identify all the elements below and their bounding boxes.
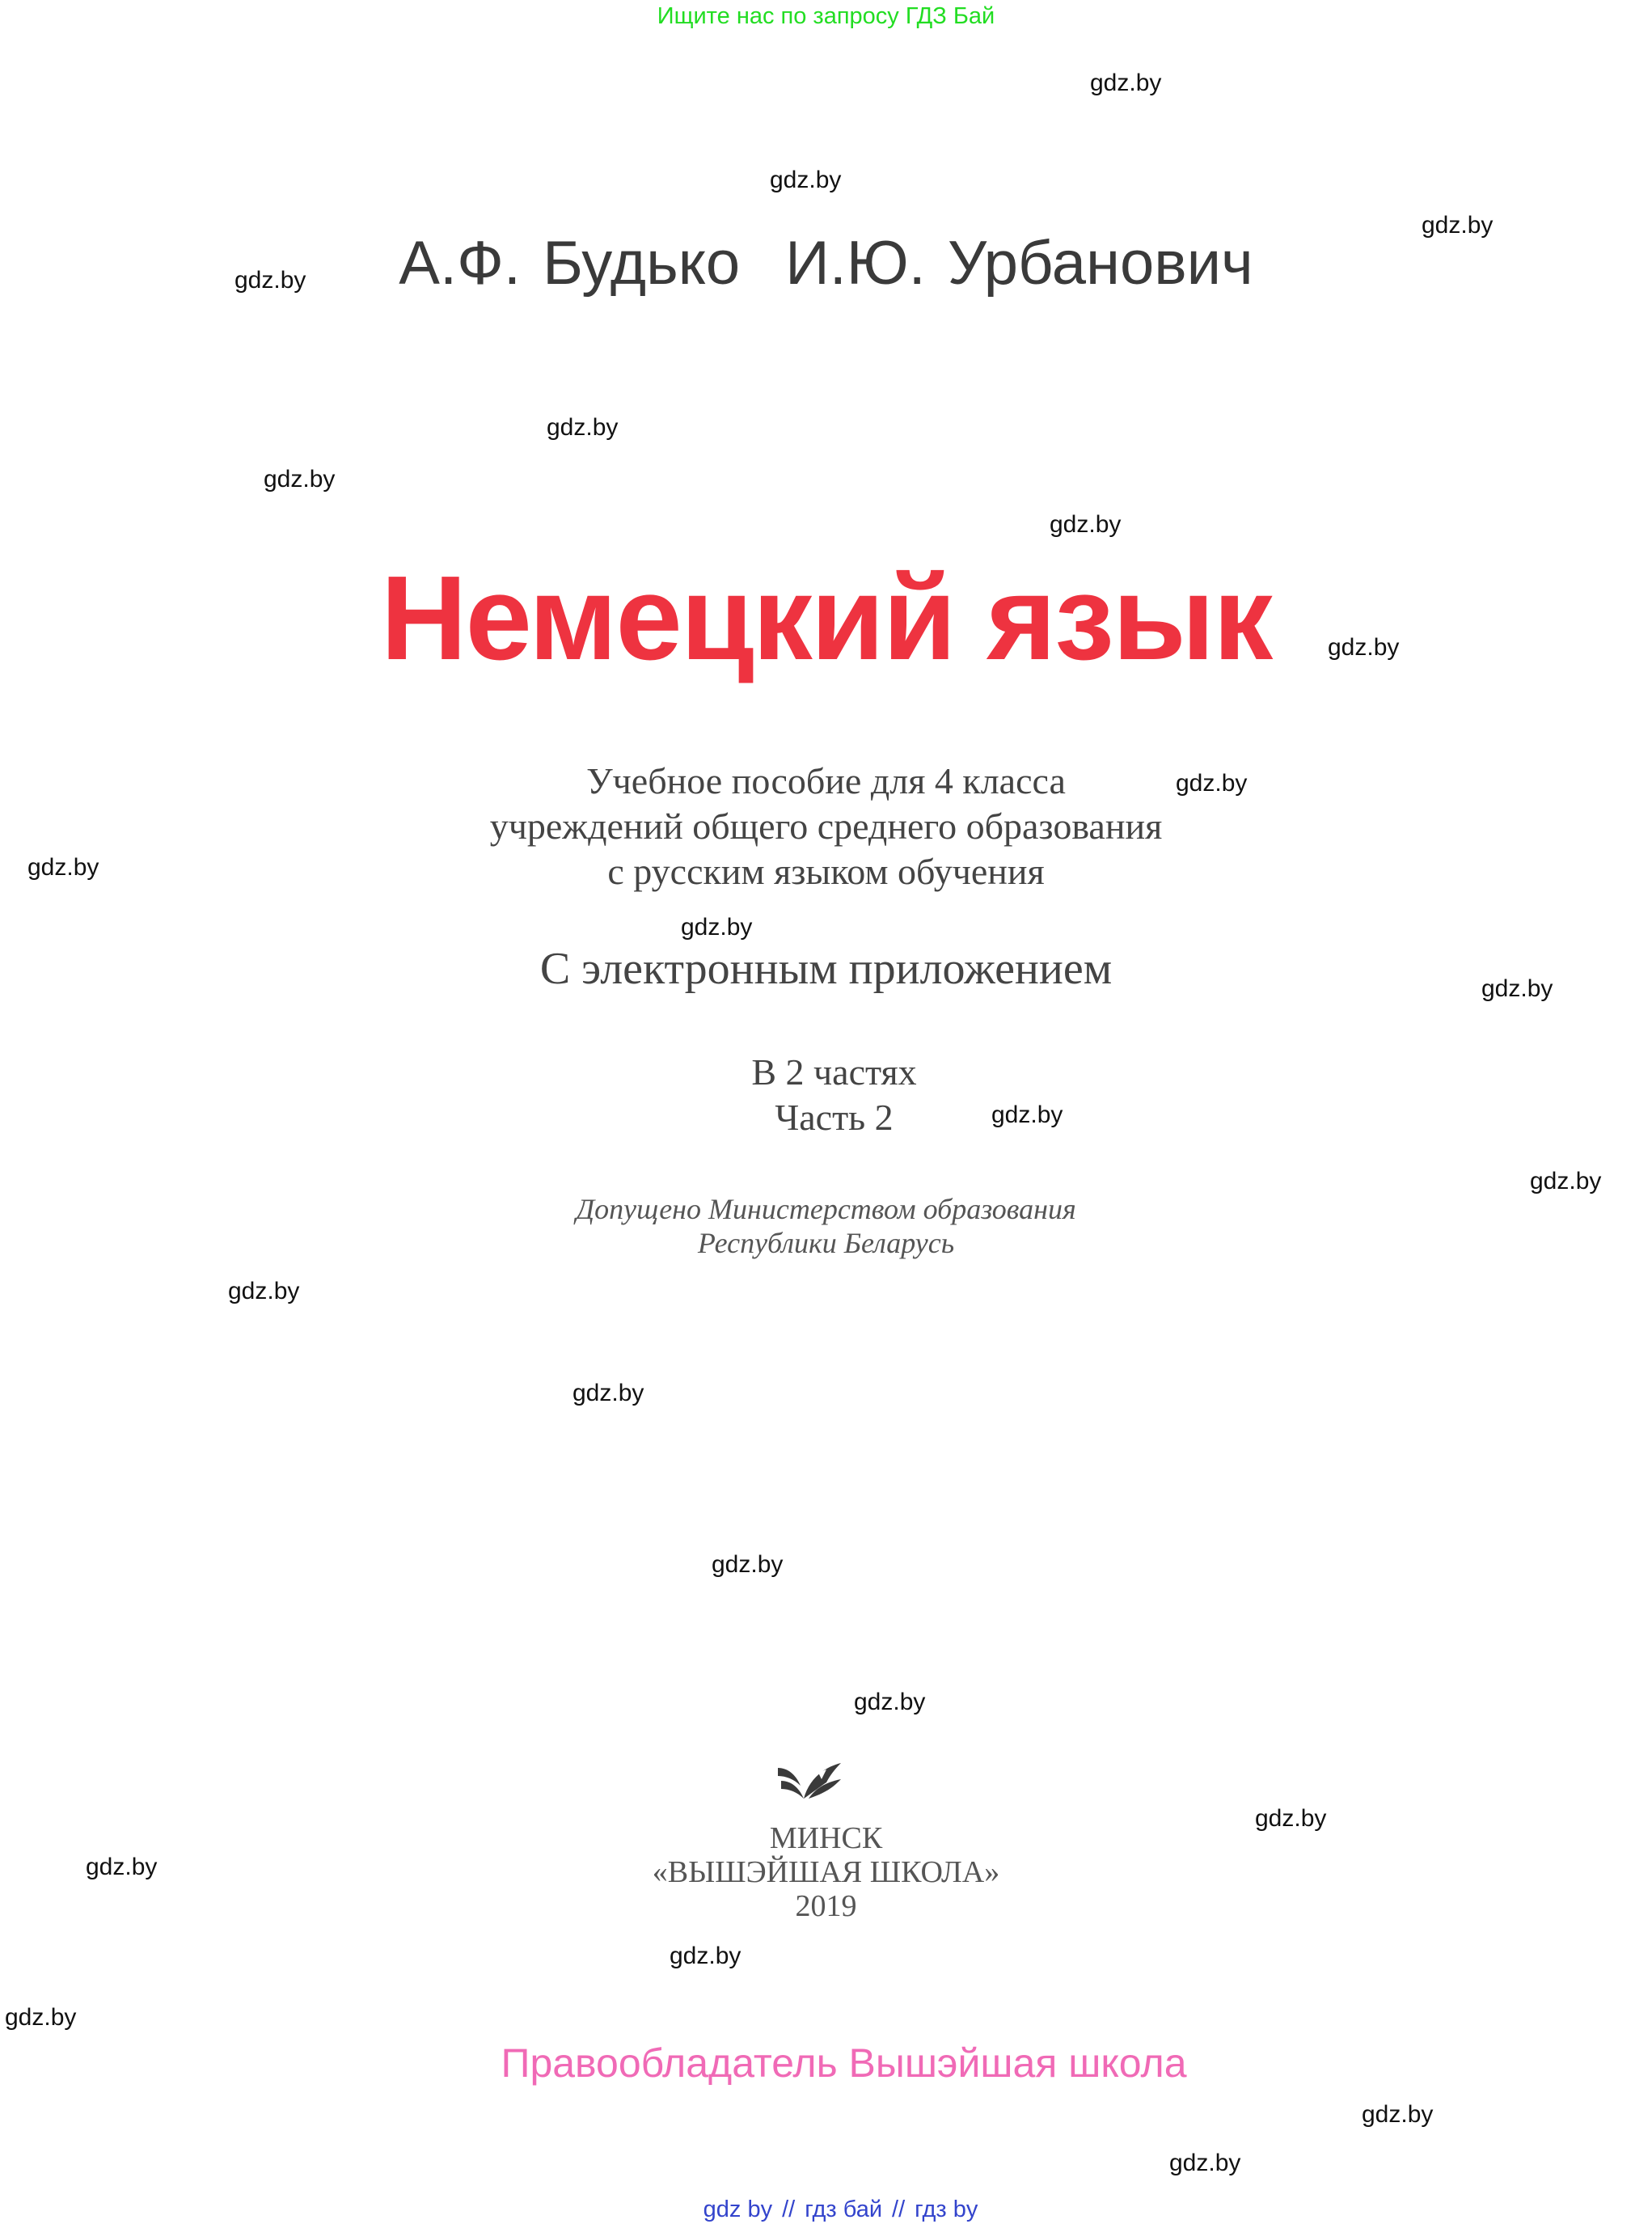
watermark: gdz.by: [1176, 770, 1248, 797]
subtitle-line-3: с русским языком обучения: [607, 851, 1045, 892]
watermark: gdz.by: [5, 2004, 77, 2031]
watermark: gdz.by: [1362, 2101, 1434, 2128]
watermark: gdz.by: [264, 466, 336, 493]
subtitle: [0, 759, 1652, 894]
author-2: И.Ю. Урбанович: [785, 229, 1253, 298]
watermark: gdz.by: [854, 1689, 926, 1715]
subtitle-line-2: учреждений общего среднего образования: [489, 805, 1163, 847]
watermark: gdz.by: [670, 1943, 741, 1969]
watermark: gdz.by: [681, 914, 753, 941]
watermark: gdz.by: [1530, 1168, 1602, 1194]
approval-line-1: Допущено Министерством образования: [576, 1193, 1076, 1225]
approval-line-2: Республики Беларусь: [697, 1227, 955, 1259]
part-number: Часть 2: [775, 1097, 894, 1138]
publisher-block: [0, 1821, 1652, 1923]
watermark: gdz.by: [228, 1278, 300, 1304]
watermark: gdz.by: [1169, 2150, 1241, 2176]
watermark: gdz.by: [1422, 212, 1494, 239]
watermark: gdz.by: [572, 1380, 644, 1406]
footer-link-gdz-by[interactable]: gdz by: [703, 2197, 773, 2222]
book-title: Немецкий язык: [380, 552, 1272, 685]
watermark: gdz.by: [1090, 70, 1162, 96]
watermark: gdz.by: [1481, 975, 1553, 1002]
footer-separator: //: [892, 2197, 906, 2222]
watermark: gdz.by: [1255, 1805, 1327, 1832]
top-banner: Ищите нас по запросу ГДЗ Бай: [657, 3, 995, 29]
watermark: gdz.by: [770, 167, 842, 193]
watermark: gdz.by: [547, 414, 619, 441]
rights-holder: Правообладатель Вышэйшая школа: [501, 2040, 1187, 2086]
watermark: gdz.by: [234, 267, 306, 294]
parts-info: [8, 1050, 1652, 1140]
publisher-name: «ВЫШЭЙШАЯ ШКОЛА»: [652, 1855, 1000, 1889]
watermark: gdz.by: [991, 1101, 1063, 1128]
footer-links: [15, 2197, 1652, 2223]
edition-note: С электронным приложением: [539, 944, 1113, 994]
watermark: gdz.by: [27, 854, 99, 881]
author-1: А.Ф. Будько: [399, 229, 741, 298]
watermark: gdz.by: [86, 1854, 158, 1880]
footer-link-gdz-by-2[interactable]: гдз by: [915, 2197, 978, 2222]
footer-separator: //: [782, 2197, 796, 2222]
footer-link-gdz-bai[interactable]: гдз бай: [805, 2197, 883, 2222]
watermark: gdz.by: [712, 1551, 784, 1578]
publisher-logo-icon: [776, 1761, 843, 1803]
watermark: gdz.by: [1328, 634, 1400, 661]
publication-year: 2019: [795, 1889, 857, 1923]
subtitle-line-1: Учебное пособие для 4 класса: [586, 760, 1066, 801]
watermark: gdz.by: [1050, 511, 1122, 538]
approval-note: [0, 1192, 1652, 1260]
publisher-city: МИНСК: [769, 1821, 883, 1855]
parts-count: В 2 частях: [751, 1051, 917, 1093]
